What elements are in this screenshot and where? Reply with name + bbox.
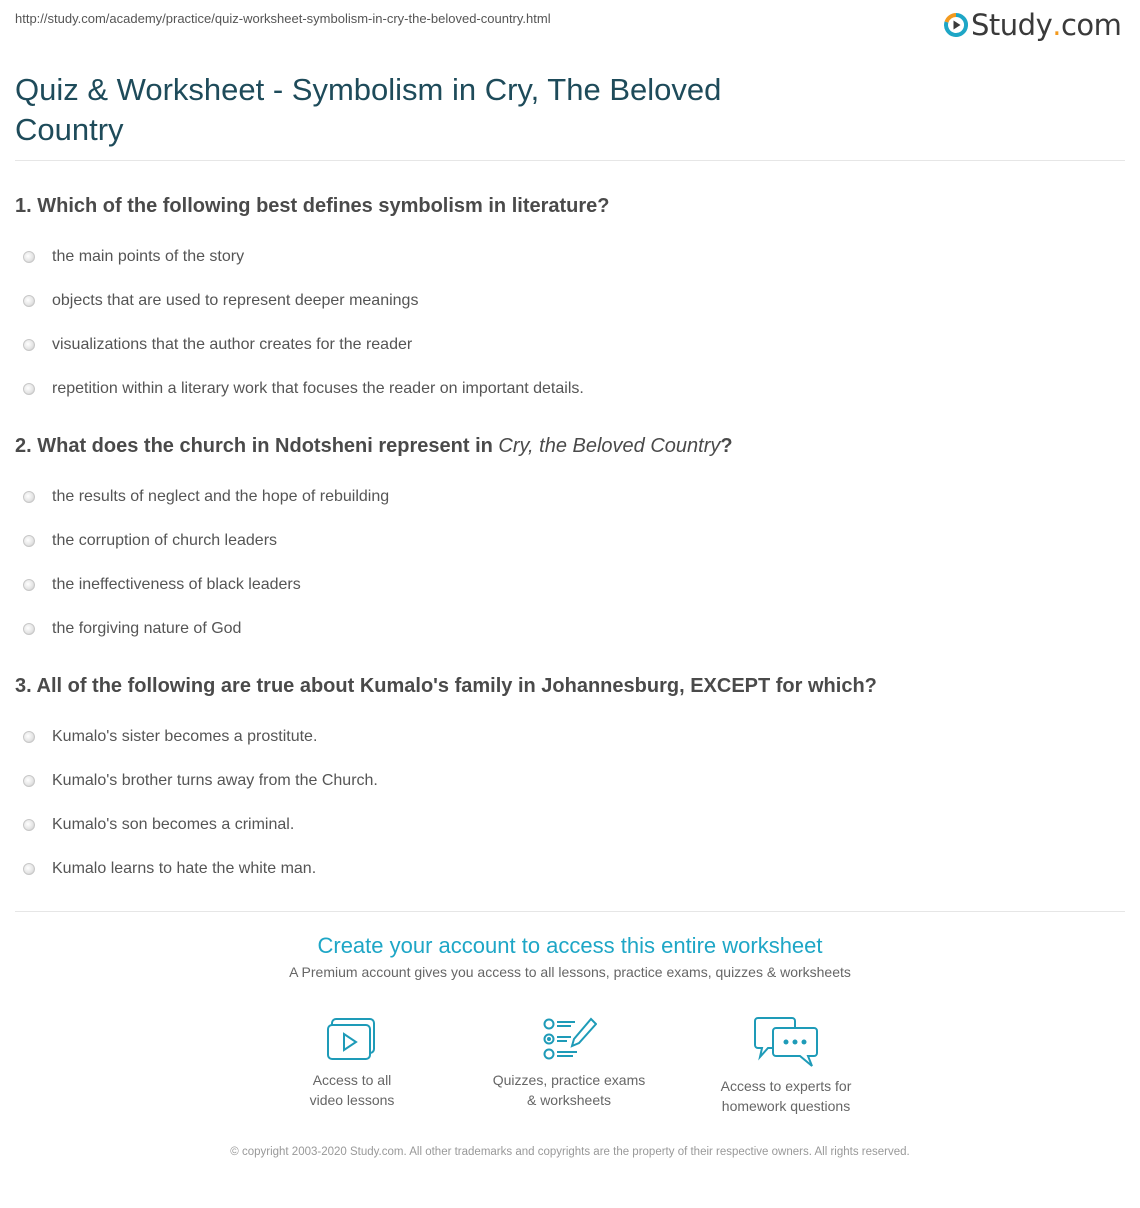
radio-button[interactable] <box>23 383 35 395</box>
answer-option[interactable] <box>15 607 1125 651</box>
answer-option[interactable] <box>15 323 1125 367</box>
feature-label: Access to experts for <box>720 1078 852 1094</box>
option-label: visualizations that the author creates for the reader <box>52 336 413 353</box>
question-text: 3. All of the following are true about Kumalo's family in Johannesburg, EXCEPT for which? <box>15 675 877 697</box>
logo-dot: . <box>1052 8 1061 42</box>
answer-option[interactable] <box>15 279 1125 323</box>
feature-label: video lessons <box>309 1092 395 1108</box>
page-url: http://study.com/academy/practice/quiz-worksheet-symbolism-in-cry-the-beloved-country.html <box>15 11 551 26</box>
question-text: 1. Which of the following best defines symbolism in literature? <box>15 195 610 217</box>
feature-experts <box>686 1016 886 1116</box>
question-3 <box>15 671 1125 891</box>
option-label: Kumalo's brother turns away from the Church. <box>52 772 378 789</box>
page-title: Quiz & Worksheet - Symbolism in Cry, The Beloved Country <box>15 72 722 147</box>
feature-label: & worksheets <box>526 1092 612 1108</box>
radio-button[interactable] <box>23 819 35 831</box>
radio-button[interactable] <box>23 251 35 263</box>
feature-label: Quizzes, practice exams <box>492 1072 646 1088</box>
radio-button[interactable] <box>23 579 35 591</box>
option-label: the main points of the story <box>52 248 245 265</box>
book-title: Cry, the Beloved Country <box>498 435 721 457</box>
answer-option[interactable] <box>15 847 1125 891</box>
play-circle-icon <box>944 13 968 37</box>
cta-subtitle: A Premium account gives you access to all lessons, practice exams, quizzes & worksheets <box>289 964 851 980</box>
chat-experts-icon <box>754 1016 818 1068</box>
option-label: Kumalo's son becomes a criminal. <box>52 816 295 833</box>
answer-option[interactable] <box>15 715 1125 759</box>
divider <box>15 160 1125 161</box>
study-logo[interactable] <box>944 8 1121 42</box>
answer-option[interactable] <box>15 235 1125 279</box>
feature-label: homework questions <box>721 1098 851 1114</box>
radio-button[interactable] <box>23 339 35 351</box>
radio-button[interactable] <box>23 491 35 503</box>
option-label: the results of neglect and the hope of rebuilding <box>52 488 390 505</box>
question-mark: ? <box>720 435 733 457</box>
quiz-worksheet-icon <box>541 1016 597 1062</box>
option-label: Kumalo learns to hate the white man. <box>52 860 317 877</box>
answer-option[interactable] <box>15 563 1125 607</box>
create-account-link[interactable]: Create your account to access this entire worksheet <box>317 933 823 958</box>
feature-label: Access to all <box>312 1072 392 1088</box>
option-label: the forgiving nature of God <box>52 620 242 637</box>
option-label: repetition within a literary work that focuses the reader on important details. <box>52 380 584 397</box>
option-label: objects that are used to represent deeper meanings <box>52 292 419 309</box>
answer-option[interactable] <box>15 367 1125 411</box>
radio-button[interactable] <box>23 295 35 307</box>
question-1 <box>15 191 1125 411</box>
feature-quizzes <box>469 1016 669 1110</box>
question-text-start: 2. What does the church in Ndotsheni represent in <box>15 435 499 457</box>
answer-option[interactable] <box>15 803 1125 847</box>
copyright-footer: © copyright 2003-2020 Study.com. All other trademarks and copyrights are the property of their respective owners. All rights reserved. <box>230 1146 910 1158</box>
radio-button[interactable] <box>23 535 35 547</box>
radio-button[interactable] <box>23 775 35 787</box>
answer-option[interactable] <box>15 759 1125 803</box>
feature-video-lessons <box>252 1016 452 1110</box>
radio-button[interactable] <box>23 863 35 875</box>
logo-tld: com <box>1060 8 1122 42</box>
option-label: the ineffectiveness of black leaders <box>52 576 301 593</box>
question-text <box>15 431 1125 461</box>
divider <box>15 911 1125 912</box>
option-label: Kumalo's sister becomes a prostitute. <box>52 728 318 745</box>
video-lessons-icon <box>326 1016 378 1062</box>
answer-option[interactable] <box>15 475 1125 519</box>
option-label: the corruption of church leaders <box>52 532 278 549</box>
radio-button[interactable] <box>23 623 35 635</box>
radio-button[interactable] <box>23 731 35 743</box>
logo-text: Study <box>971 8 1053 42</box>
answer-option[interactable] <box>15 519 1125 563</box>
question-2 <box>15 431 1125 651</box>
